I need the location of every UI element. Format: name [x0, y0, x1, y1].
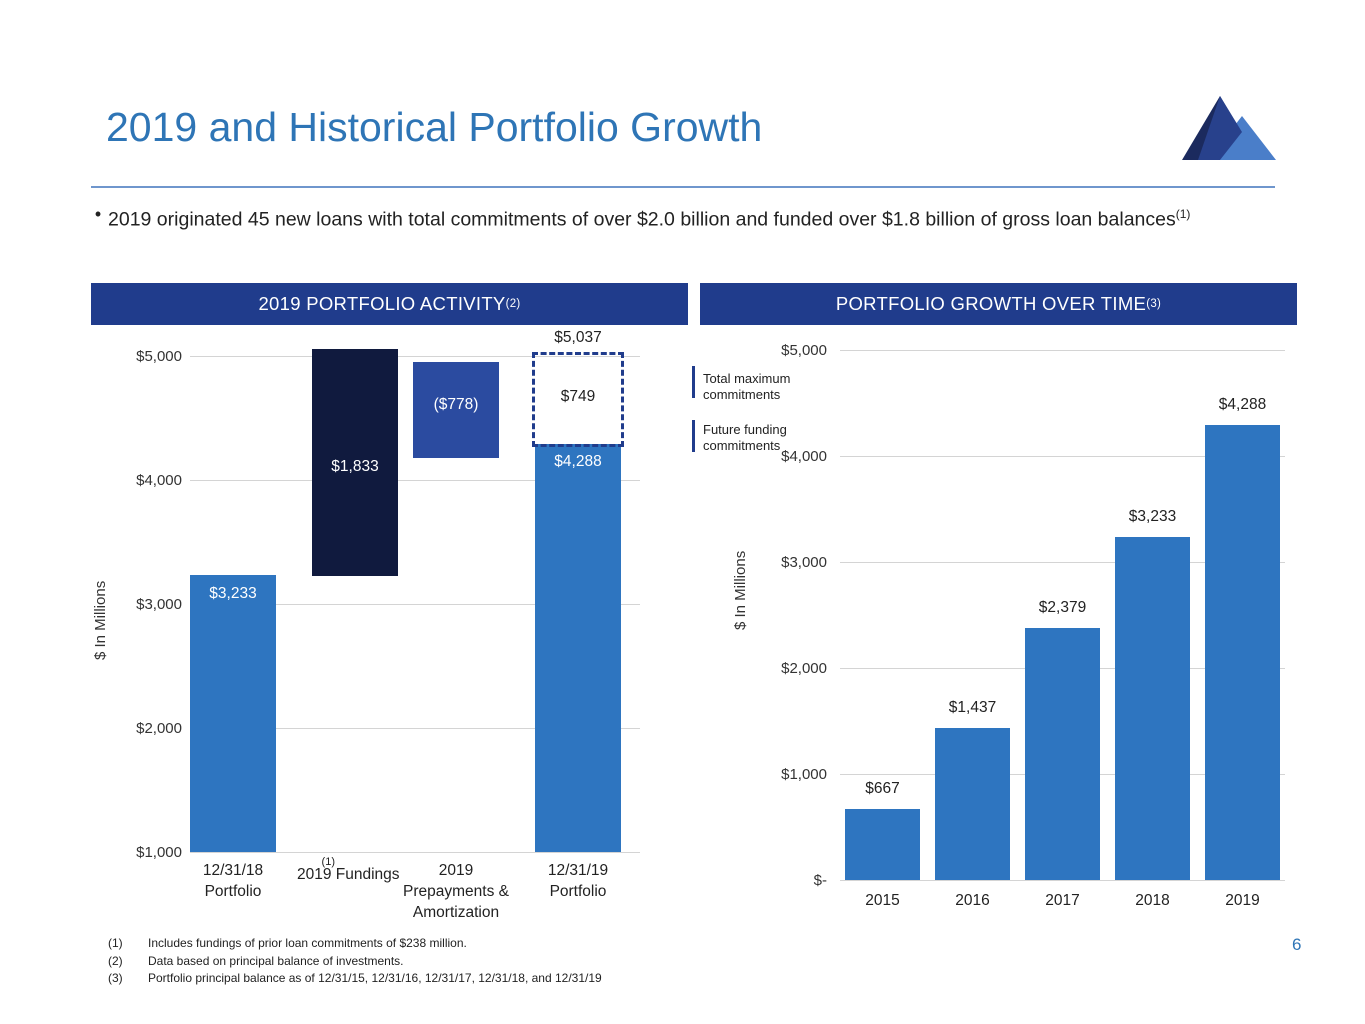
bar-2016	[935, 728, 1010, 880]
footnote-number: (1)	[108, 936, 123, 950]
bullet-list	[88, 200, 1288, 234]
x-category-label: 12/31/19 Portfolio	[547, 862, 609, 900]
bar-label: $667	[865, 780, 900, 797]
x-category-label: 2016	[955, 892, 990, 909]
footnote-row	[108, 970, 602, 988]
footnotes	[108, 935, 602, 988]
bar-2018	[1115, 537, 1190, 880]
bar-label: $2,379	[1038, 599, 1087, 616]
bar-label: $1,437	[948, 699, 997, 716]
panel-header-right-label: PORTFOLIO GROWTH OVER TIME	[835, 293, 1147, 314]
list-item	[88, 200, 1288, 234]
x-category-label: 2019	[1225, 892, 1260, 909]
title-divider	[91, 186, 1275, 188]
bar-2019	[1205, 425, 1280, 880]
footnote-text: Data based on principal balance of investments.	[148, 953, 404, 968]
panel-header-right-sup: (3)	[1146, 298, 1162, 310]
x-category-label: 2019 Fundings$^{(1)}$	[296, 856, 400, 884]
bar-label: $4,288	[1218, 396, 1267, 413]
callout-tick-future-funding	[692, 420, 695, 452]
panel-header-portfolio-growth	[700, 283, 1297, 325]
y-tick-label: $4,000	[136, 472, 182, 489]
right-chart-y-axis-title: $ In Millions	[732, 550, 749, 630]
bullet-body: 2019 originated 45 new loans with total commitments of over $2.0 billion and funded over $1.8 billion of gross loan balances	[108, 208, 1176, 231]
bar-label: $3,233	[1128, 508, 1177, 525]
bar-label: $4,288	[554, 453, 602, 470]
page-number: 6	[1292, 935, 1302, 954]
y-tick-label: $5,000	[136, 348, 182, 365]
footnote-row	[108, 953, 602, 971]
footnote-text: Portfolio principal balance as of 12/31/15, 12/31/16, 12/31/17, 12/31/18, and 12/31/19	[148, 971, 602, 985]
footnote-number: (2)	[108, 953, 123, 968]
x-category-label: 2015	[865, 892, 900, 909]
bar-2015	[845, 809, 920, 880]
panel-header-left-sup: (2)	[505, 298, 521, 310]
y-tick-label: $5,000	[781, 342, 827, 359]
bar-label: ($778)	[433, 396, 479, 413]
y-tick-label: $1,000	[781, 766, 827, 783]
callout-total-maximum-commitments: Total maximum commitments	[703, 371, 791, 402]
gridline	[190, 852, 640, 853]
x-category-label: 12/31/18 Portfolio	[202, 862, 264, 900]
footnote-row	[108, 935, 602, 953]
y-tick-label: $3,000	[781, 554, 827, 571]
bar-2017	[1025, 628, 1100, 880]
left-chart-y-axis-title: $ In Millions	[92, 580, 109, 660]
bar-label: $1,833	[331, 458, 379, 475]
bullet-icon: •	[94, 204, 102, 224]
footnote-number: (3)	[108, 971, 123, 985]
x-category-label: 2018	[1135, 892, 1170, 909]
panel-header-left-label: 2019 PORTFOLIO ACTIVITY	[258, 293, 506, 314]
callout-future-funding-commitments: Future funding commitments	[703, 422, 787, 453]
chart-portfolio-activity	[80, 329, 791, 921]
chart-portfolio-growth-over-time	[730, 330, 1300, 920]
y-tick-label: $3,000	[136, 596, 182, 613]
bullet-footnote-ref: (1)	[1175, 207, 1191, 221]
y-tick-label: $2,000	[781, 660, 827, 677]
annotation-future-funding-value: $749	[560, 388, 596, 405]
x-category-label: 2017	[1045, 892, 1080, 909]
page-title: 2019 and Historical Portfolio Growth	[106, 104, 763, 150]
bullet-text	[108, 200, 1190, 234]
bar-label: $3,233	[209, 585, 257, 602]
y-tick-label: $4,000	[781, 448, 827, 465]
y-tick-label: $1,000	[136, 844, 182, 861]
bar-12-31-18-portfolio	[190, 575, 276, 852]
bar-12-31-19-portfolio	[535, 444, 621, 852]
x-category-label: 2019 Prepayments & Amortization	[403, 862, 509, 921]
y-tick-label: $2,000	[136, 720, 182, 737]
gridline	[840, 350, 1285, 351]
footnote-text: Includes fundings of prior loan commitments of $238 million.	[148, 936, 467, 950]
gridline	[840, 880, 1285, 881]
y-tick-label: $-	[813, 872, 827, 889]
company-logo-icon	[1180, 96, 1280, 160]
panel-header-portfolio-activity	[91, 283, 688, 325]
callout-tick-total-max	[692, 366, 695, 398]
annotation-total-max-commitments-value: $5,037	[554, 329, 602, 346]
